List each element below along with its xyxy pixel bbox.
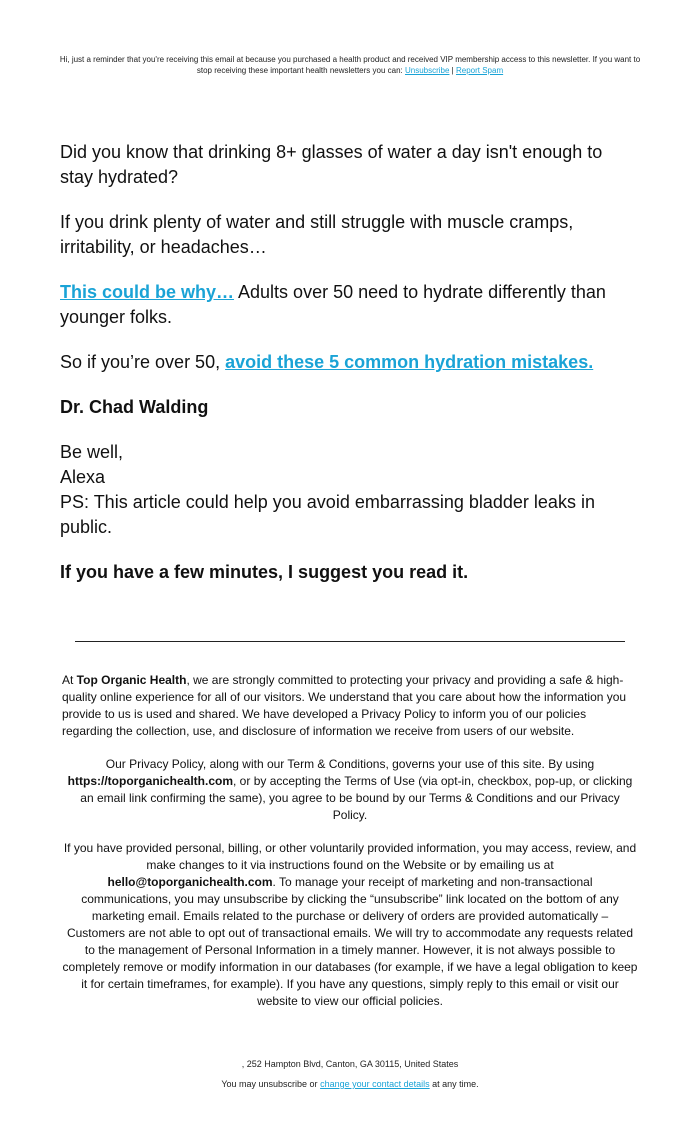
report-spam-link[interactable]: Report Spam	[455, 66, 504, 75]
symptoms-paragraph: If you drink plenty of water and still struggle with muscle cramps, irritability, or headaches…	[60, 212, 574, 257]
closing-block	[60, 440, 640, 540]
reason-text: Adults over 50 need to hydrate differently than younger folks.	[60, 282, 606, 327]
closing-greeting: Be well,	[60, 442, 124, 462]
privacy3-text: . To manage your receipt of marketing and non-transactional communications, you may unsubscribe by clicking the “unsubscribe” link located on the bottom of any marketing email. Emails related to the purchase or delivery of orders are provided automatically – Customers are not able to opt out of transactional emails. We will try to accommodate any requests related to the management of Personal Information in a timely manner. However, it is not always possible to completely remove or modify information in our databases (for example, if we have a legal obligation to keep it for certain timeframes, for example). If you have any questions, simply reply to this email or visit our website to view our official policies.	[62, 875, 638, 1008]
privacy-paragraph-1	[62, 672, 638, 740]
change-contact-details-link[interactable]: change your contact details	[320, 1079, 430, 1089]
contact-email: hello@toporganichealth.com	[107, 875, 273, 889]
mailing-address: , 252 Hampton Blvd, Canton, GA 30115, United States	[241, 1059, 459, 1069]
privacy1-prefix: At	[62, 673, 77, 687]
privacy2-prefix: Our Privacy Policy, along with our Term & Conditions, governs your use of this site. By using	[105, 757, 595, 771]
hydration-mistakes-link[interactable]: avoid these 5 common hydration mistakes.	[225, 352, 594, 372]
notice-separator: |	[449, 66, 456, 75]
unsubscribe-line	[0, 1078, 700, 1090]
privacy-paragraph-3	[62, 840, 638, 1010]
privacy1-text: , we are strongly committed to protecting your privacy and providing a safe & high-quality online experience for all of our visitors. We understand that you care about how the information you provide to us is used and shared. We have developed a Privacy Policy to inform you of our policies regarding the collection, use, and disclosure of information we receive from users of our website.	[62, 673, 627, 738]
notice-text: Hi, just a reminder that you're receiving this email at because you purchased a health product and received VIP membership access to this newsletter. If you want to stop receiving these important health newsletters you can:	[59, 55, 641, 75]
privacy3-prefix: If you have provided personal, billing, or other voluntarily provided information, you may access, review, and make changes to it via instructions found on the Website or by emailing us at	[63, 841, 637, 872]
unsub-suffix: at any time.	[429, 1079, 479, 1089]
privacy-paragraph-2	[62, 756, 638, 824]
mistakes-prefix: So if you’re over 50,	[60, 352, 226, 372]
unsub-prefix: You may unsubscribe or	[221, 1079, 321, 1089]
website-url: https://toporganichealth.com	[67, 774, 234, 788]
unsubscribe-link[interactable]: Unsubscribe	[404, 66, 450, 75]
newsletter-notice	[55, 54, 645, 76]
this-could-be-why-link[interactable]: This could be why…	[60, 282, 235, 302]
closing-name: Alexa	[60, 467, 106, 487]
privacy2-text: , or by accepting the Terms of Use (via opt-in, checkbox, pop-up, or clicking an email link confirming the same), you agree to be bound by our Terms & Conditions and our Privacy Policy.	[80, 774, 633, 822]
intro-paragraph: Did you know that drinking 8+ glasses of water a day isn't enough to stay hydrated?	[60, 142, 603, 187]
postscript: PS: This article could help you avoid embarrassing bladder leaks in public.	[60, 492, 595, 537]
footer-divider	[75, 641, 625, 642]
mistakes-paragraph	[60, 350, 640, 375]
company-name: Top Organic Health	[76, 673, 187, 687]
reason-paragraph	[60, 280, 640, 330]
read-it-cta: If you have a few minutes, I suggest you read it.	[60, 562, 469, 582]
signer-name: Dr. Chad Walding	[60, 397, 209, 417]
email-body	[60, 140, 640, 605]
